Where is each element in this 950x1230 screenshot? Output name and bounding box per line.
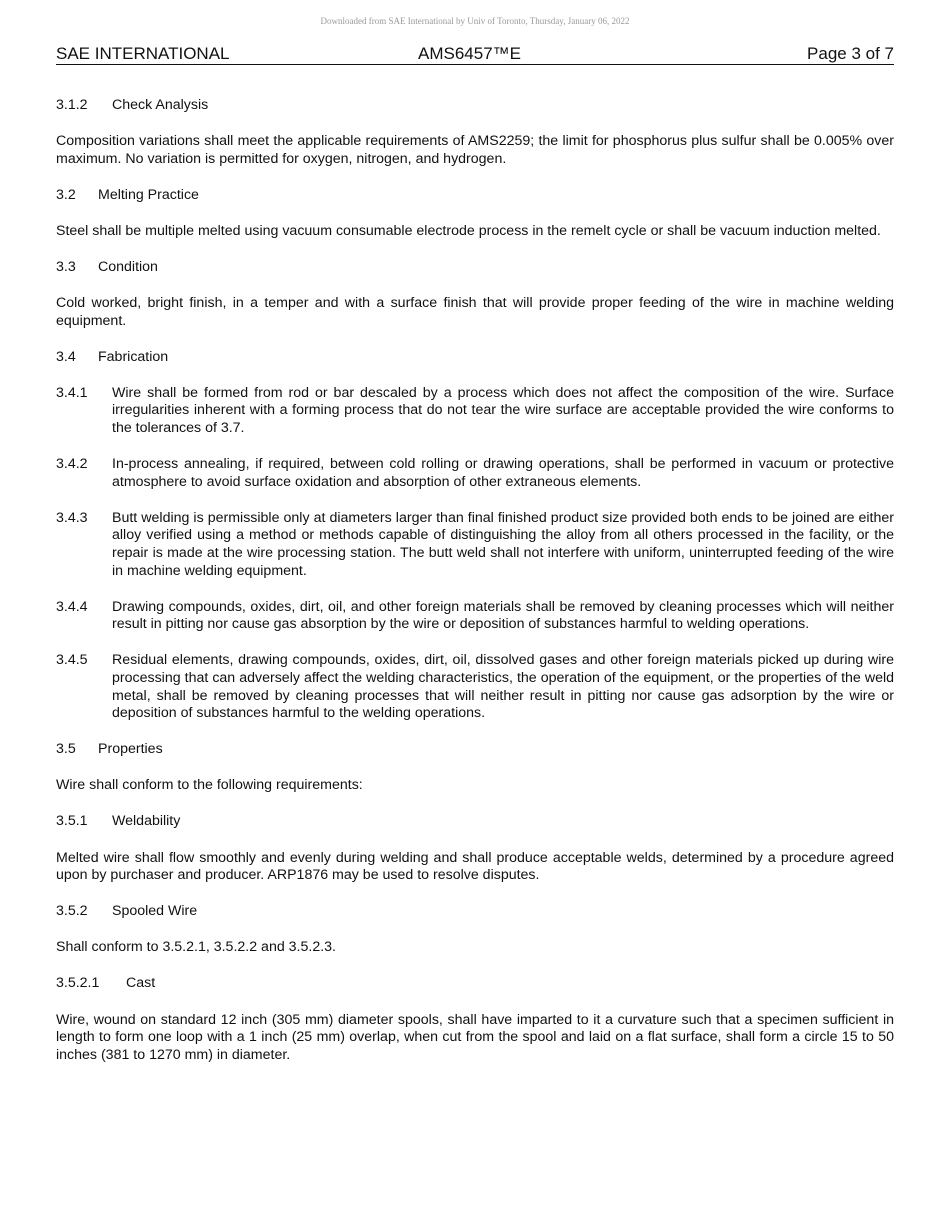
item-text: Butt welding is permissible only at diameters larger than final finished product size provided both ends to be joined are either alloy verified using a method or methods capable of distinguishing the alloy from all others processed in the facility, or the repair is made at the wire processing station. The butt weld shall not interfere with uniform, uninterrupted feeding of the wire in machine welding equipment. [112, 509, 894, 579]
item-text: Drawing compounds, oxides, dirt, oil, and other foreign materials shall be removed by cleaning processes which will neither result in pitting nor cause gas absorption by the wire or deposition of substances harmful to welding operations. [112, 598, 894, 633]
section-heading-3-1-2 [56, 97, 894, 115]
section-paragraph-3-1-2: Composition variations shall meet the applicable requirements of AMS2259; the limit for phosphorus plus sulfur shall be 0.005% over maximum. No variation is permitted for oxygen, nitrogen, and hydrogen. [56, 133, 894, 167]
item-number: 3.4.5 [56, 652, 88, 669]
section-paragraph-3-3: Cold worked, bright finish, in a temper and with a surface finish that will provide proper feeding of the wire in machine welding equipment. [56, 295, 894, 329]
section-number: 3.5 [56, 741, 76, 758]
section-paragraph-3-2: Steel shall be multiple melted using vacuum consumable electrode process in the remelt cycle or shall be vacuum induction melted. [56, 222, 881, 239]
numbered-item-3-4-3 [56, 510, 894, 580]
section-title: Properties [98, 741, 163, 758]
section-paragraph-3-5-2-1: Wire, wound on standard 12 inch (305 mm) diameter spools, shall have imparted to it a curvature such that a specimen sufficient in length to form one loop with a 1 inch (25 mm) overlap, when cut from the spool and laid on a flat surface, shall form a circle 15 to 50 inches (381 to 1270 mm) in diameter. [56, 1011, 894, 1063]
item-number: 3.4.2 [56, 456, 88, 473]
section-number: 3.5.2 [56, 903, 88, 920]
section-heading-3-2 [56, 187, 894, 205]
page-header [56, 44, 894, 65]
section-heading-3-4 [56, 349, 894, 367]
numbered-item-3-4-4 [56, 599, 894, 634]
item-number: 3.4.4 [56, 598, 88, 615]
item-text: Residual elements, drawing compounds, oxides, dirt, oil, dissolved gases and other foreign materials picked up during wire processing that can adversely affect the welding characteristics, the operation of the equipment, or the properties of the weld metal, shall be removed by cleaning processes that will neither result in pitting nor cause gas adsorption by the wire or deposition of substances harmful to the welding operations. [112, 652, 894, 722]
download-watermark: Downloaded from SAE International by Univ of Toronto, Thursday, January 06, 2022 [320, 16, 630, 26]
header-page-number: Page 3 of 7 [807, 44, 894, 63]
header-document-number: AMS6457™E [418, 44, 521, 63]
section-heading-3-5-1 [56, 813, 894, 831]
section-number: 3.4 [56, 348, 76, 365]
section-paragraph-3-5-1: Melted wire shall flow smoothly and evenly during welding and shall produce acceptable welds, determined by a procedure agreed upon by purchaser and producer. ARP1876 may be used to resolve disputes. [56, 849, 894, 884]
numbered-item-3-4-5 [56, 652, 894, 722]
document-body [56, 97, 894, 1083]
section-number: 3.5.1 [56, 813, 88, 830]
section-heading-3-3 [56, 259, 894, 277]
item-text: In-process annealing, if required, between cold rolling or drawing operations, shall be performed in vacuum or protective atmosphere to avoid surface oxidation and absorption of other extraneous elements. [112, 456, 894, 490]
section-paragraph-3-5-2: Shall conform to 3.5.2.1, 3.5.2.2 and 3.5.2.3. [56, 939, 336, 956]
section-title: Fabrication [98, 348, 169, 365]
section-heading-3-5 [56, 741, 894, 759]
section-heading-3-5-2-1 [56, 975, 894, 993]
numbered-item-3-4-2 [56, 456, 894, 491]
section-number: 3.5.2.1 [56, 975, 100, 992]
section-number: 3.2 [56, 186, 76, 203]
item-number: 3.4.1 [56, 384, 88, 401]
header-organization: SAE INTERNATIONAL [56, 44, 230, 63]
section-title: Melting Practice [98, 186, 199, 203]
item-number: 3.4.3 [56, 509, 88, 526]
section-number: 3.1.2 [56, 97, 88, 113]
section-heading-3-5-2 [56, 903, 894, 921]
section-title: Weldability [112, 813, 181, 830]
section-paragraph-3-5: Wire shall conform to the following requirements: [56, 777, 363, 794]
section-title: Spooled Wire [112, 903, 198, 920]
section-title: Check Analysis [112, 97, 209, 113]
numbered-item-3-4-1 [56, 385, 894, 438]
item-text: Wire shall be formed from rod or bar descaled by a process which does not affect the composition of the wire. Surface irregularities inherent with a forming process that do not tear the wire surface are acceptable provided the wire conforms to the tolerances of 3.7. [112, 384, 894, 437]
section-title: Cast [126, 975, 156, 992]
section-title: Condition [98, 258, 158, 275]
section-number: 3.3 [56, 258, 76, 275]
